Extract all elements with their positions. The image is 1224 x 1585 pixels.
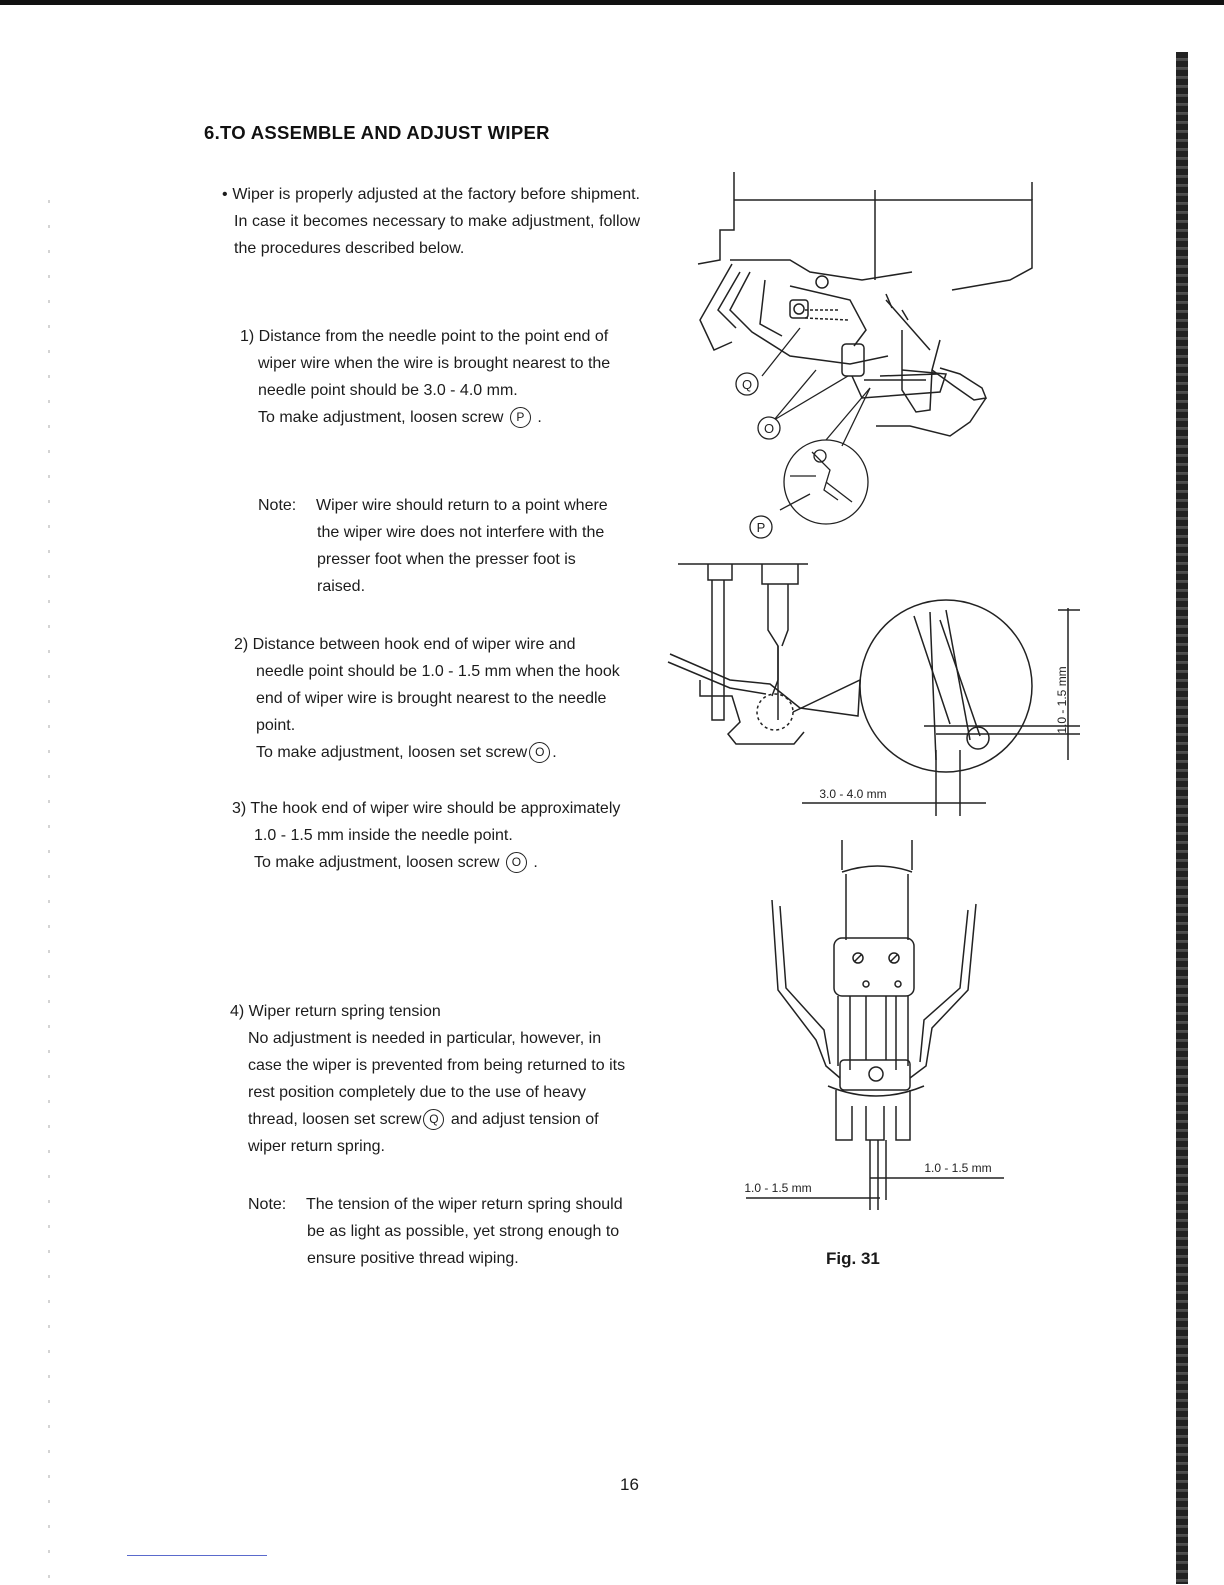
dim-bottom-label: 3.0 - 4.0 mm — [819, 787, 887, 801]
callout-q: Q — [741, 377, 753, 392]
step-1-action: To make adjustment, loosen screw P . — [240, 404, 627, 431]
step-4-title: 4) Wiper return spring tension — [230, 1003, 441, 1020]
dim-left-label: 1.0 - 1.5 mm — [744, 1181, 812, 1195]
middle-needle-drawing — [668, 564, 1080, 816]
step-1-note-text: Wiper wire should return to a point where the wiper wire does not interfere with the presser foot when the presser foot is raised. — [316, 497, 608, 595]
step-4-note — [248, 1191, 634, 1272]
top-border-line — [0, 0, 1224, 5]
step-4-body — [230, 1025, 636, 1160]
dim-right-label: 1.0 - 1.5 mm — [924, 1161, 992, 1175]
right-scan-edge — [1176, 52, 1188, 1584]
screw-o-symbol: O — [529, 742, 550, 763]
left-margin-marks — [46, 200, 52, 1580]
intro-paragraph: • Wiper is properly adjusted at the factory before shipment. In case it becomes necessary to make adjustment, follow the procedures described below. — [222, 186, 640, 257]
page-number: 16 — [620, 1475, 639, 1494]
step-4-note-label: Note: — [248, 1196, 287, 1213]
step-2 — [234, 631, 628, 766]
bottom-presser-drawing — [746, 840, 1004, 1210]
step-1-note-label: Note: — [258, 497, 297, 514]
step-2-action-text: To make adjustment, loosen set screw — [256, 744, 528, 761]
step-4 — [230, 998, 636, 1160]
step-3 — [232, 795, 628, 876]
step-1-text: 1) Distance from the needle point to the point end of wiper wire when the wire is brought nearest to the needle point should be 3.0 - 4.0 mm. — [240, 328, 611, 399]
screw-q-symbol: Q — [423, 1109, 444, 1130]
step-3-action-text: To make adjustment, loosen screw — [254, 854, 500, 871]
top-assembly-drawing — [698, 172, 1032, 436]
step-3-text: 3) The hook end of wiper wire should be approximately 1.0 - 1.5 mm inside the needle point. — [232, 800, 621, 844]
step-1 — [240, 323, 627, 431]
step-4-text-after: and adjust tension of wiper return spring. — [248, 1111, 599, 1155]
step-4-note-text: The tension of the wiper return spring should be as light as possible, yet strong enough to ensure positive thread wiping. — [306, 1196, 623, 1267]
callout-p: P — [756, 520, 766, 535]
dim-vertical-label: 1.0 - 1.5 mm — [1055, 666, 1069, 734]
bottom-rule — [127, 1555, 267, 1556]
figure-caption: Fig. 31 — [826, 1249, 880, 1268]
step-4-text-before: No adjustment is needed in particular, however, in case the wiper is prevented from being returned to its rest position completely due to the use of heavy thread, loosen set screw — [248, 1030, 626, 1128]
section-heading: 6.TO ASSEMBLE AND ADJUST WIPER — [204, 122, 550, 143]
screw-o-symbol: O — [506, 852, 527, 873]
callout-o: O — [763, 421, 775, 436]
screw-p-symbol: P — [510, 407, 531, 428]
step-2-text: 2) Distance between hook end of wiper wire and needle point should be 1.0 - 1.5 mm when the hook end of wiper wire is brought nearest to the needle point. — [234, 636, 620, 734]
figure-31-illustration — [640, 160, 1080, 1260]
step-1-note — [258, 492, 628, 600]
callout-markers — [736, 373, 780, 538]
step-2-action: To make adjustment, loosen set screw O . — [234, 739, 628, 766]
step-1-action-text: To make adjustment, loosen screw — [258, 409, 504, 426]
step-3-action: To make adjustment, loosen screw O . — [232, 849, 628, 876]
